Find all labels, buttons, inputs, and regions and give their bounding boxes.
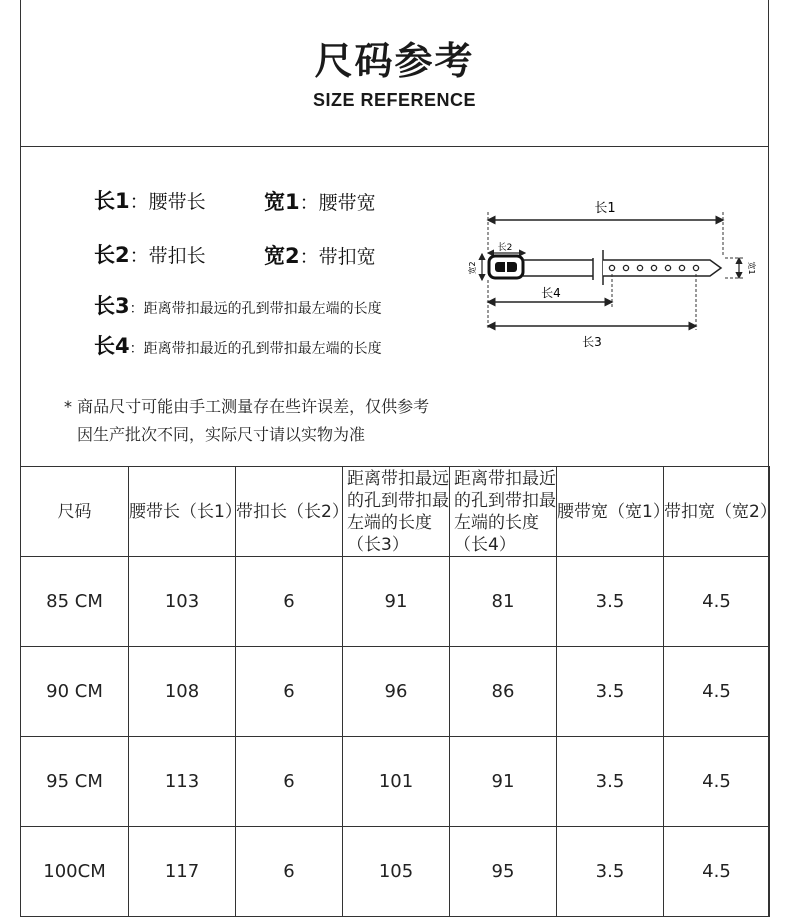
legend-w1-text: ：腰带宽 [299, 192, 376, 214]
legend-l1-key: 长1 [94, 189, 130, 213]
cell-belt-length: 108 [129, 647, 236, 737]
belt-diagram [455, 190, 775, 360]
cell-size: 100CM [21, 827, 129, 917]
cell-farthest-hole: 105 [343, 827, 450, 917]
belt-hole [651, 265, 656, 270]
header-buckle-width: 带扣宽（宽2） [664, 467, 770, 557]
strap-right [603, 260, 721, 276]
header-buckle-length: 带扣长（长2） [236, 467, 343, 557]
legend-l1-text: ：腰带长 [129, 191, 206, 213]
size-table [20, 466, 777, 917]
belt-hole [665, 265, 670, 270]
header-belt-length: 腰带长（长1） [129, 467, 236, 557]
legend-l4 [94, 330, 382, 360]
cell-buckle-length: 6 [236, 827, 343, 917]
legend-l3-text: ：距离带扣最远的孔到带扣最左端的长度 [129, 301, 382, 317]
note-line-2: 因生产批次不同，实际尺寸请以实物为准 [77, 425, 366, 444]
table-header-row [21, 467, 770, 557]
cell-belt-width: 3.5 [557, 827, 664, 917]
cell-nearest-hole: 81 [450, 557, 557, 647]
table-row [21, 737, 770, 827]
belt-hole [623, 265, 628, 270]
header-belt-width: 腰带宽（宽1） [557, 467, 664, 557]
cell-size: 85 CM [21, 557, 129, 647]
cell-nearest-hole: 95 [450, 827, 557, 917]
cell-nearest-hole: 86 [450, 647, 557, 737]
cell-buckle-width: 4.5 [664, 737, 770, 827]
belt-hole [693, 265, 698, 270]
cell-belt-length: 103 [129, 557, 236, 647]
cell-belt-width: 3.5 [557, 737, 664, 827]
table-row [21, 647, 770, 737]
cell-buckle-length: 6 [236, 557, 343, 647]
cell-size: 95 CM [21, 737, 129, 827]
l2-label: 长2 [497, 243, 513, 253]
cell-buckle-length: 6 [236, 737, 343, 827]
cell-belt-width: 3.5 [557, 557, 664, 647]
belt-hole [609, 265, 614, 270]
belt-hole [637, 265, 642, 270]
legend-l2-text: ：带扣长 [129, 245, 206, 267]
cell-farthest-hole: 101 [343, 737, 450, 827]
cell-farthest-hole: 96 [343, 647, 450, 737]
table-row [21, 827, 770, 917]
page-title: 尺码参考 [314, 39, 475, 83]
cell-belt-length: 113 [129, 737, 236, 827]
legend-l2-key: 长2 [94, 243, 130, 267]
table-row [21, 557, 770, 647]
page-subtitle: SIZE REFERENCE [312, 90, 477, 110]
cell-buckle-width: 4.5 [664, 557, 770, 647]
cell-buckle-length: 6 [236, 647, 343, 737]
belt-hole [679, 265, 684, 270]
cell-nearest-hole: 91 [450, 737, 557, 827]
cell-size: 90 CM [21, 647, 129, 737]
cell-buckle-width: 4.5 [664, 827, 770, 917]
w2-label: 宽2 [468, 261, 477, 275]
legend-l3 [94, 290, 382, 320]
l4-label: 长4 [541, 286, 561, 300]
cell-belt-width: 3.5 [557, 647, 664, 737]
cell-buckle-width: 4.5 [664, 647, 770, 737]
w1-label: 宽1 [747, 261, 756, 275]
header-size: 尺码 [21, 467, 129, 557]
header [20, 0, 769, 147]
legend-w2-key: 宽2 [264, 244, 300, 268]
cell-belt-length: 117 [129, 827, 236, 917]
header-nearest-hole: 距离带扣最近的孔到带扣最左端的长度（长4） [450, 467, 557, 557]
legend-l4-text: ：距离带扣最近的孔到带扣最左端的长度 [129, 341, 382, 357]
legend-l4-key: 长4 [94, 334, 130, 358]
legend-l3-key: 长3 [94, 294, 130, 318]
header-farthest-hole: 距离带扣最远的孔到带扣最左端的长度（长3） [343, 467, 450, 557]
legend-w2 [264, 240, 376, 270]
legend-l2 [94, 239, 206, 269]
legend-w1 [264, 186, 376, 216]
l1-label: 长1 [594, 201, 616, 216]
cell-farthest-hole: 91 [343, 557, 450, 647]
legend-w1-key: 宽1 [264, 190, 300, 214]
legend-w2-text: ：带扣宽 [299, 246, 376, 268]
legend-l1 [94, 185, 206, 215]
note-line-1: * 商品尺寸可能由手工测量存在些许误差，仅供参考 [64, 397, 430, 416]
l3-label: 长3 [582, 335, 602, 349]
